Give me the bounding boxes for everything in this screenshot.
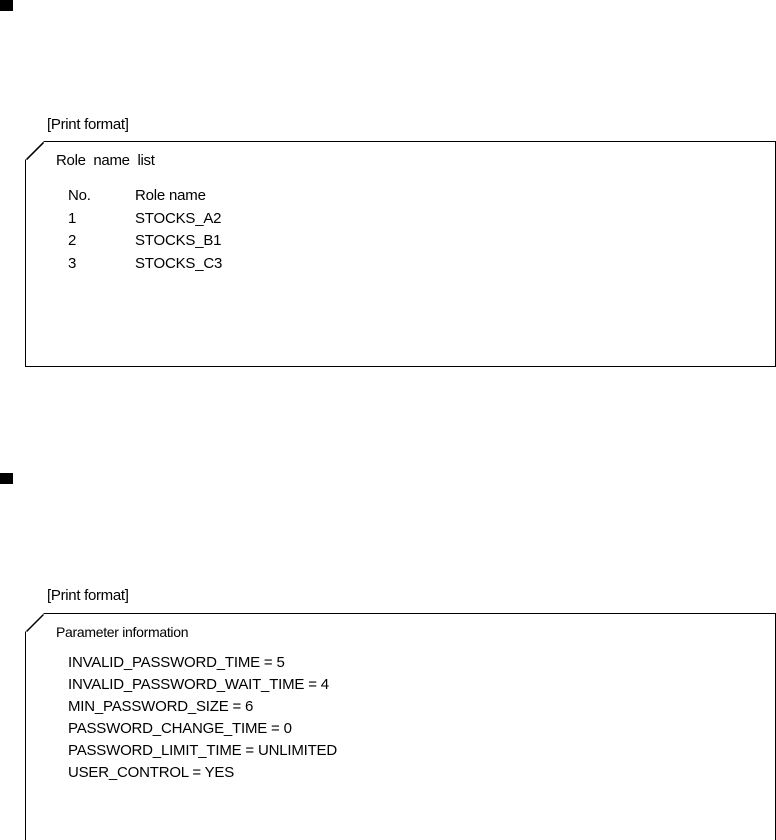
table-row	[68, 232, 368, 255]
table-header-row	[68, 187, 368, 210]
role-name-list-title: Role name list	[56, 152, 155, 169]
column-header-role-name: Role name	[135, 187, 206, 204]
print-format-caption-2: [Print format]	[47, 587, 129, 604]
list-item: INVALID_PASSWORD_TIME = 5	[68, 654, 285, 671]
list-item: INVALID_PASSWORD_WAIT_TIME = 4	[68, 676, 329, 693]
parameter-list	[68, 654, 337, 786]
parameter-information-box	[25, 613, 776, 840]
page-corner-fold-icon	[25, 613, 45, 633]
page-corner-fold-icon	[25, 141, 45, 161]
section-bullet-2	[0, 473, 13, 484]
role-name: STOCKS_C3	[135, 254, 223, 272]
role-name-table	[68, 187, 368, 277]
role-name: STOCKS_A2	[135, 209, 222, 227]
list-item: MIN_PASSWORD_SIZE = 6	[68, 698, 254, 715]
print-format-caption-1: [Print format]	[47, 116, 129, 133]
role-name-list-box	[25, 141, 776, 367]
role-name: STOCKS_B1	[135, 232, 222, 249]
table-row	[68, 255, 368, 278]
column-header-no: No.	[68, 187, 91, 204]
list-item: USER_CONTROL = YES	[68, 764, 235, 781]
row-number: 2	[68, 232, 77, 249]
list-item: PASSWORD_LIMIT_TIME = UNLIMITED	[68, 742, 337, 759]
parameter-information-title: Parameter information	[56, 624, 189, 640]
table-row	[68, 210, 368, 233]
section-bullet-1	[0, 0, 13, 11]
row-number: 3	[68, 254, 77, 272]
list-item: PASSWORD_CHANGE_TIME = 0	[68, 720, 292, 737]
row-number: 1	[68, 209, 77, 227]
